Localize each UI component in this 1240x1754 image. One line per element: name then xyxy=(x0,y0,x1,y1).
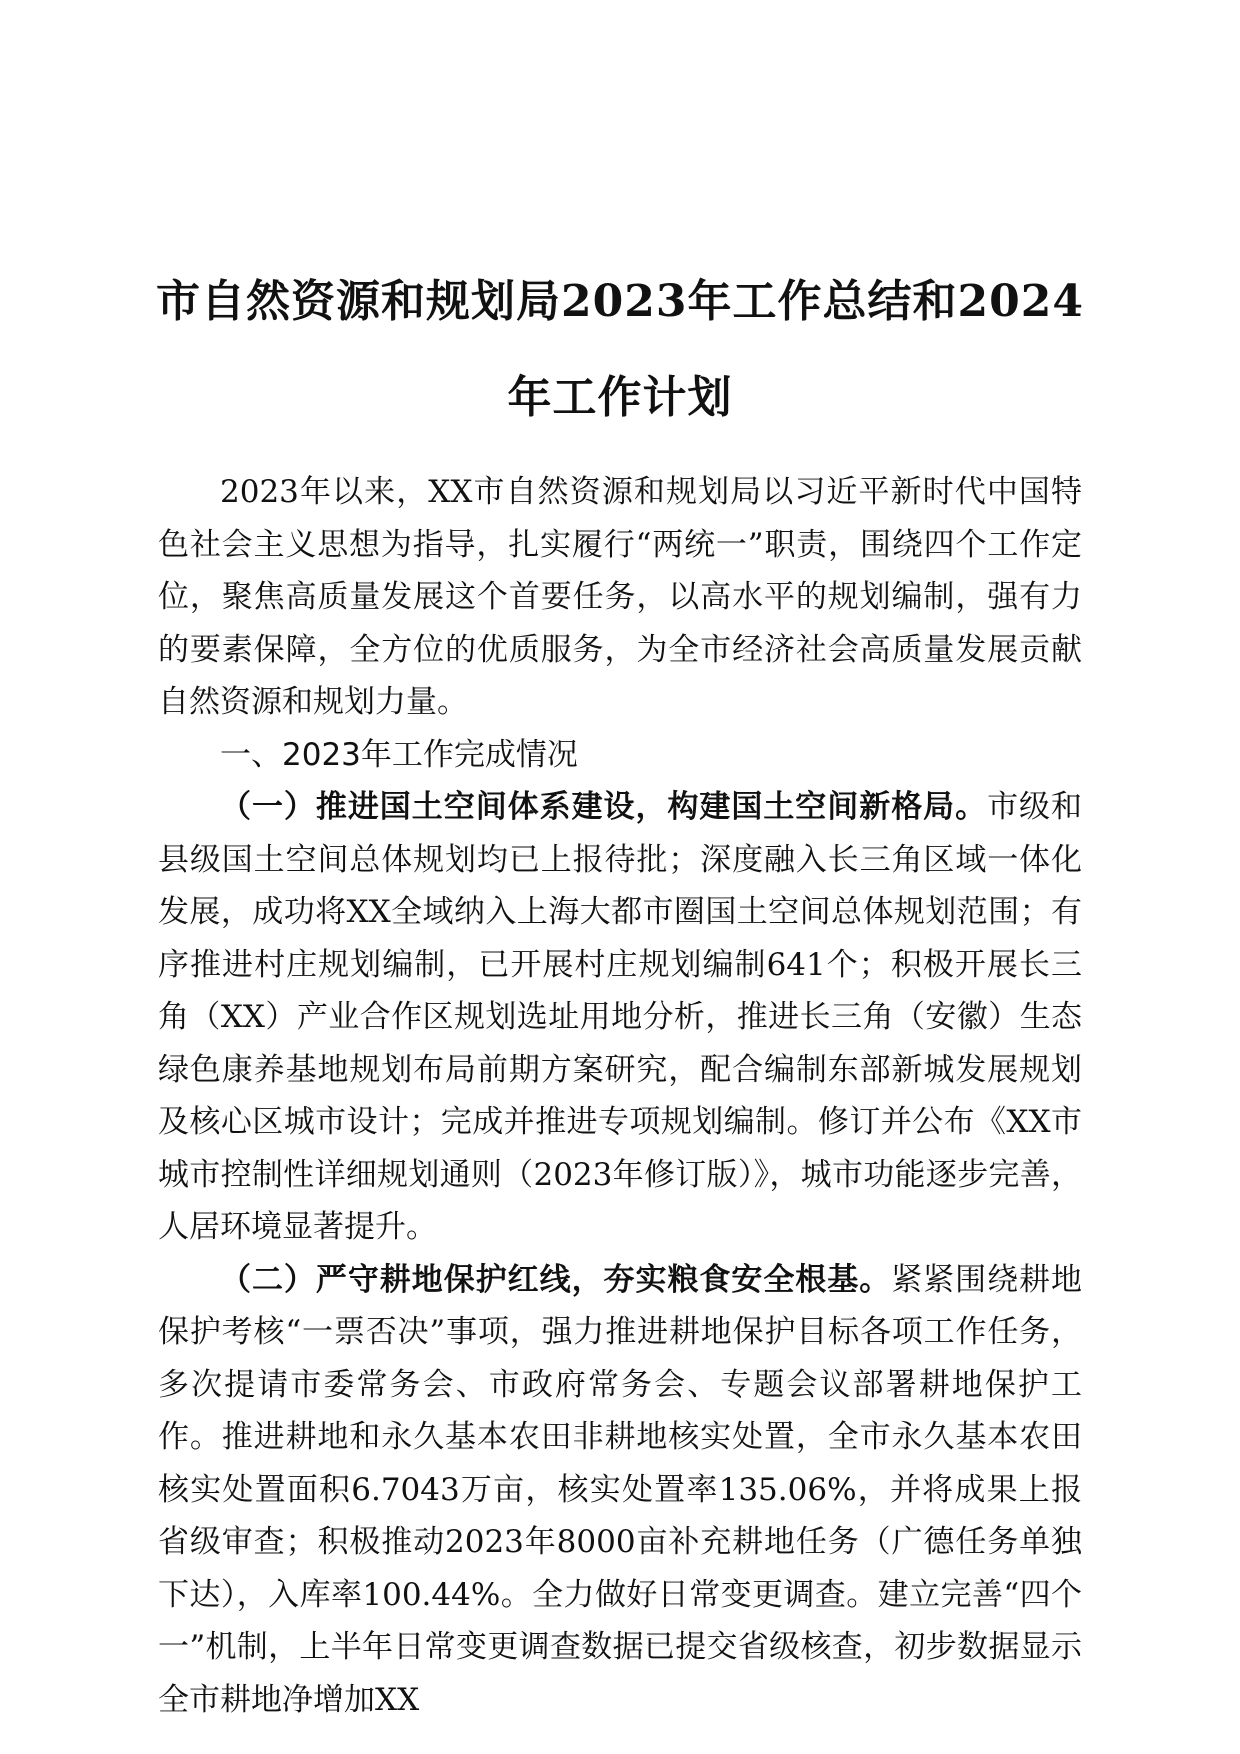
document-title xyxy=(150,254,1090,446)
item-2-lead: （二）严守耕地保护红线，夯实粮食安全根基。 xyxy=(220,1261,892,1298)
title-line-1: 市自然资源和规划局2023年工作总结和2024 xyxy=(156,276,1084,328)
item-1-paragraph xyxy=(158,781,1082,1254)
intro-paragraph: 2023年以来，XX市自然资源和规划局以习近平新时代中国特色社会主义思想为指导，扎实履行“两统一”职责，围绕四个工作定位，聚焦高质量发展这个首要任务，以高水平的规划编制，强有力的要素保障，全方位的优质服务，为全市经济社会高质量发展贡献自然资源和规划力量。 xyxy=(158,474,1082,720)
item-2-paragraph xyxy=(158,1254,1082,1727)
item-1-lead: （一）推进国土空间体系建设，构建国土空间新格局。 xyxy=(220,789,988,825)
item-1-text: 市级和县级国土空间总体规划均已上报待批；深度融入长三角区域一体化发展，成功将XX全域纳入上海大都市圈国土空间总体规划范围；有序推进村庄规划编制，已开展村庄规划编制641个；积极开展长三角（XX）产业合作区规划选址用地分析，推进长三角（安徽）生态绿色康养基地规划布局前期方案研究，配合编制东部新城发展规划及核心区城市设计；完成并推进专项规划编制。修订并公布《XX市城市控制性详细规划通则（2023年修订版）》，城市功能逐步完善，人居环境显著提升。 xyxy=(158,789,1083,1245)
section-heading: 一、2023年工作完成情况 xyxy=(220,736,578,773)
title-line-2: 年工作计划 xyxy=(507,372,733,424)
item-2-text: 紧紧围绕耕地保护考核“一票否决”事项，强力推进耕地保护目标各项工作任务，多次提请市委常务会、市政府常务会、专题会议部署耕地保护工作。推进耕地和永久基本农田非耕地核实处置，全市永久基本农田核实处置面积6.7043万亩，核实处置率135.06%，并将成果上报省级审查；积极推动2023年8000亩补充耕地任务（广德任务单独下达），入库率100.44%。全力做好日常变更调查。建立完善“四个一”机制，上半年日常变更调查数据已提交省级核查，初步数据显示全市耕地净增加XX xyxy=(158,1261,1083,1718)
document-body xyxy=(158,466,1082,1726)
